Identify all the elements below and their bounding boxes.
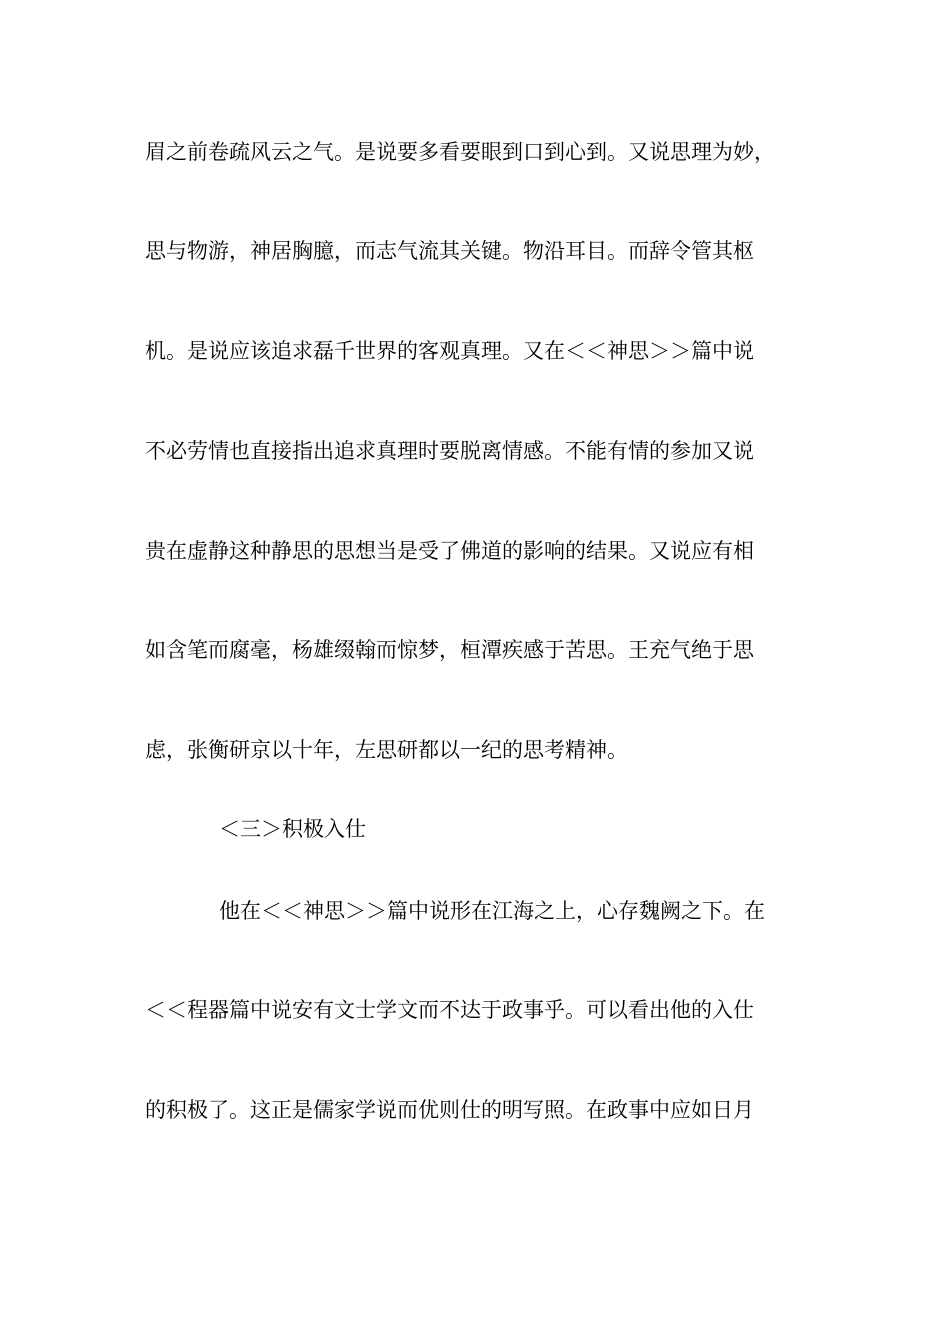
paragraph-line: 机。是说应该追求磊千世界的客观真理。又在＜＜神思＞＞篇中说 [145,339,754,363]
paragraph-line: 思与物游，神居胸臆，而志气流其关键。物沿耳目。而辞令管其枢 [145,239,754,263]
paragraph-line: 的积极了。这正是儒家学说而优则仕的明写照。在政事中应如日月 [145,1098,754,1122]
paragraph-line: 贵在虚静这种静思的思想当是受了佛道的影响的结果。又说应有相 [145,539,754,563]
paragraph-line: 不必劳情也直接指出追求真理时要脱离情感。不能有情的参加又说 [145,439,754,463]
paragraph-line: 虑，张衡研京以十年，左思研都以一纪的思考精神。 [145,738,628,762]
paragraph-line: ＜＜程器篇中说安有文士学文而不达于政事乎。可以看出他的入仕 [145,998,754,1022]
paragraph-line: 如含笔而腐毫，杨雄缀翰而惊梦，桓潭疾感于苦思。王充气绝于思 [145,638,754,662]
section-heading: ＜三＞积极入仕 [219,817,366,841]
paragraph-first-line: 他在＜＜神思＞＞篇中说形在江海之上，心存魏阙之下。在 [219,899,765,923]
paragraph-line: 眉之前卷疏风云之气。是说要多看要眼到口到心到。又说思理为妙， [145,140,775,164]
